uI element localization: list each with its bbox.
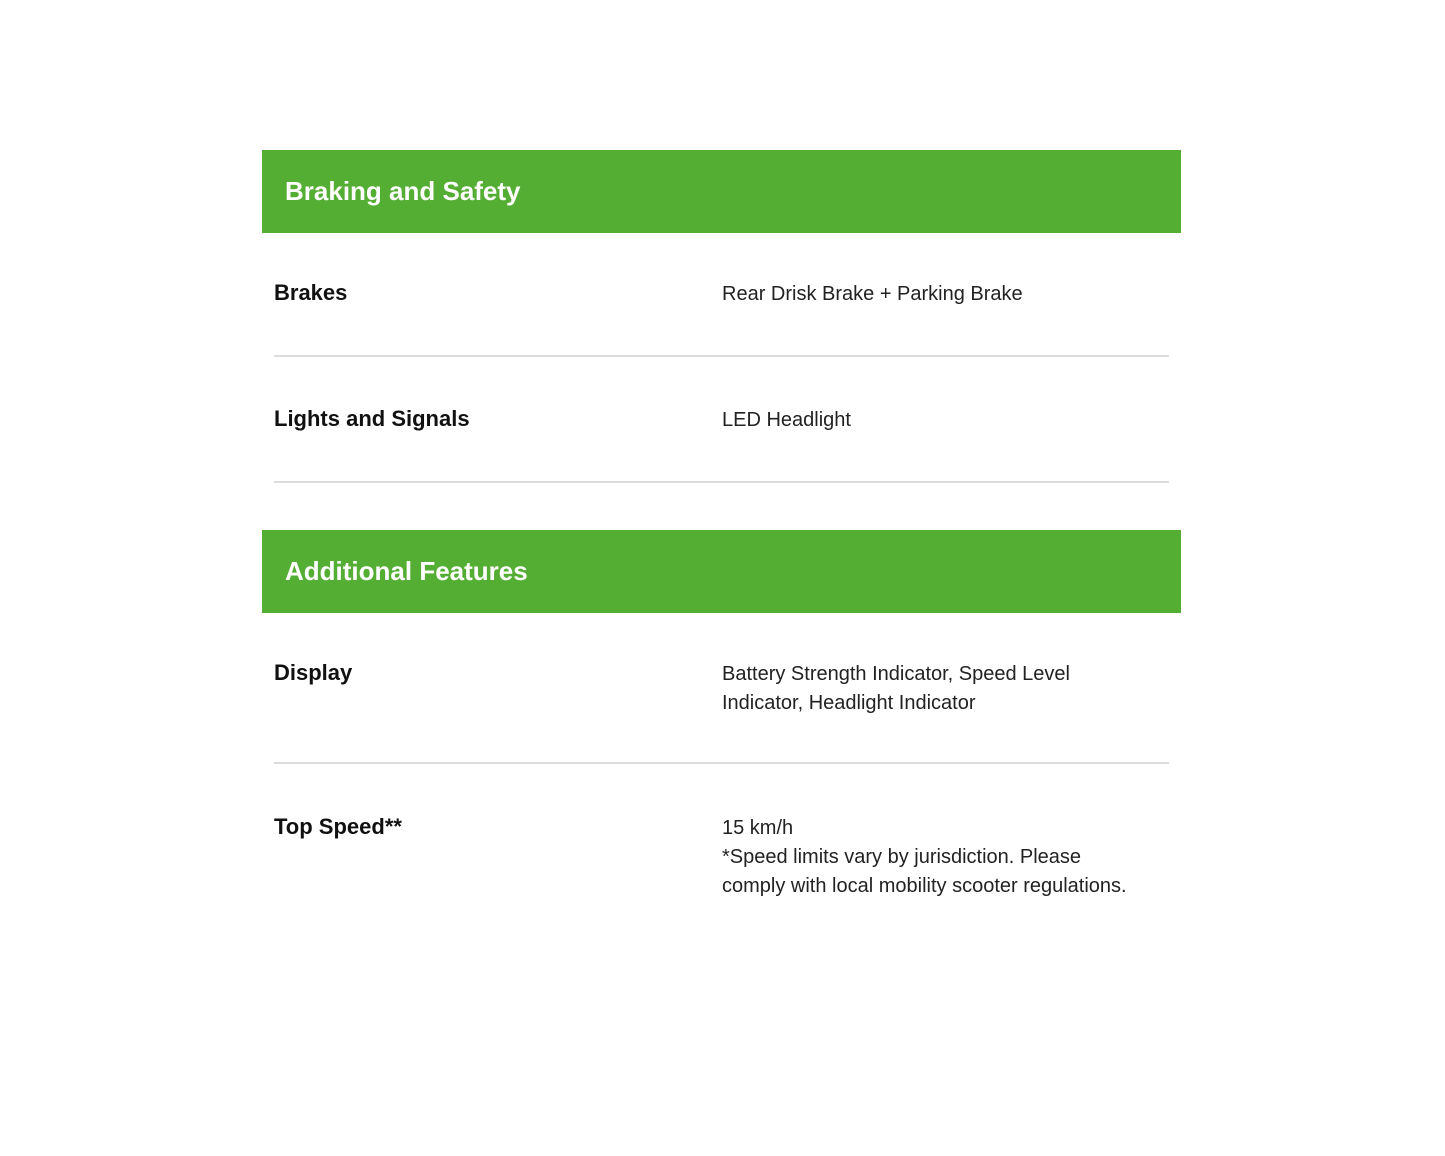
spec-row-display [274,613,1169,764]
spec-value-line: Battery Strength Indicator, Speed Level [722,663,1070,685]
spec-value-line: comply with local mobility scooter regulations. [722,875,1127,897]
section-header-braking-and-safety [262,150,1181,233]
spec-row-top-speed [274,764,1169,914]
spec-row-brakes [274,233,1169,357]
spec-value [722,660,1169,718]
spec-value-line: Rear Drisk Brake + Parking Brake [722,283,1023,305]
section-title: Additional Features [285,556,528,586]
spec-row-lights-and-signals [274,357,1169,483]
spec-value-line: Indicator, Headlight Indicator [722,692,976,714]
spec-value-line: *Speed limits vary by jurisdiction. Please [722,846,1082,868]
spec-value [722,280,1169,309]
section-header-additional-features [262,530,1181,613]
spec-label: Display [274,660,353,685]
spec-label: Brakes [274,280,348,305]
spec-value-line: LED Headlight [722,409,851,431]
spec-value-line: 15 km/h [722,817,794,839]
spec-label: Top Speed** [274,814,402,839]
spec-label: Lights and Signals [274,406,470,431]
spec-value [722,814,1169,901]
spec-value [722,406,1169,435]
section-title: Braking and Safety [285,176,521,206]
spec-table [262,150,1181,914]
